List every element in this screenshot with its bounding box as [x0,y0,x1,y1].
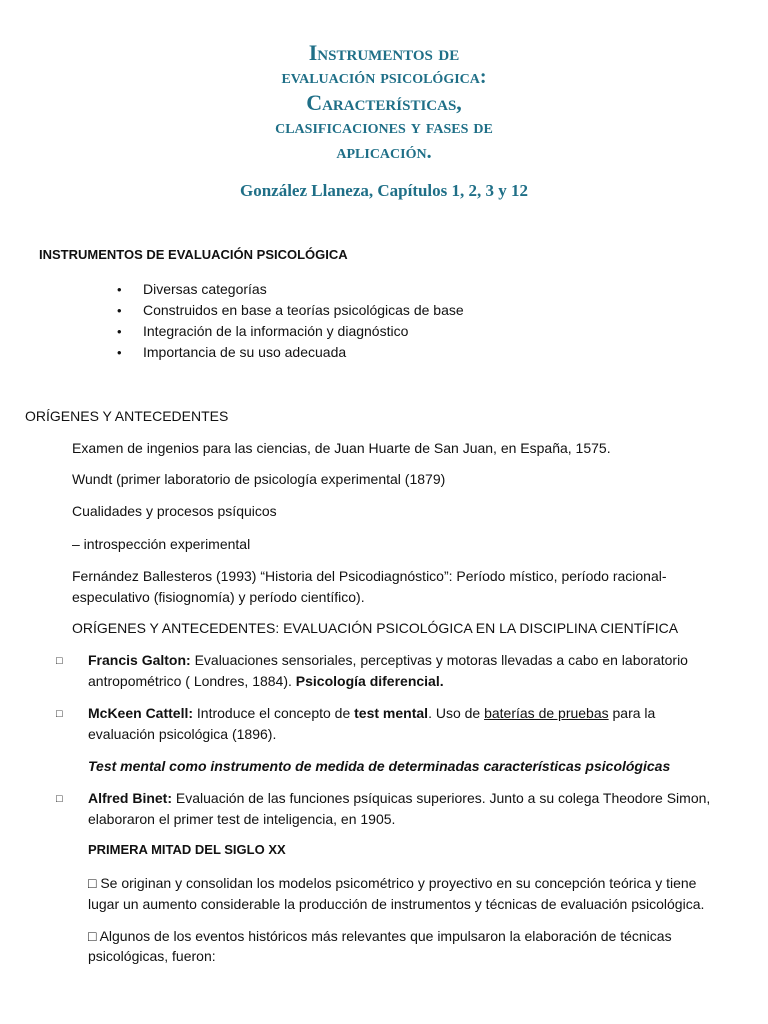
document-title [0,40,768,165]
list-item-text: Importancia de su uso adecuada [143,344,347,360]
galton-line-2 [88,671,444,691]
square-bullet-icon: □ [56,655,63,667]
bullet-icon: • [117,324,122,339]
cattell-baterias: baterías de pruebas [484,705,609,721]
galton-text-1: Evaluaciones sensoriales, perceptivas y motoras llevadas a cabo en laboratorio [190,652,688,668]
primera-mitad-p2-line1: □ Algunos de los eventos históricos más relevantes que impulsaron la elaboración de técnicas [88,928,672,944]
cattell-text-2: . Uso de [428,705,485,721]
list-item [117,342,464,363]
paragraph-ballesteros-2: especulativo (fisiognomía) y período científico). [72,589,365,605]
title-line-2: evaluación psicológica: [281,66,487,88]
cattell-text-3: para la [608,705,656,721]
list-item-text: Diversas categorías [143,281,267,297]
bullet-icon: • [117,282,122,297]
cattell-line-2: evaluación psicológica (1896). [88,726,277,742]
document-subtitle: González Llaneza, Capítulos 1, 2, 3 y 12 [239,181,529,200]
test-mental-note: Test mental como instrumento de medida de determinadas características psicológicas [88,758,671,774]
binet-text-1: Evaluación de las funciones psíquicas superiores. Junto a su colega Theodore Simon, [172,790,711,806]
section-heading-primera-mitad: PRIMERA MITAD DEL SIGLO XX [88,842,286,857]
list-item-text: Construidos en base a teorías psicológicas de base [143,302,464,318]
cattell-text-1: Introduce el concepto de [193,705,355,721]
title-line-5: aplicación. [336,141,432,163]
paragraph-huarte: Examen de ingenios para las ciencias, de Juan Huarte de San Juan, en España, 1575. [72,440,611,456]
cattell-test-mental: test mental [354,705,429,721]
binet-line-1 [88,788,710,808]
galton-text-2: antropométrico ( Londres, 1884). [88,673,296,689]
section-heading-origenes: ORÍGENES Y ANTECEDENTES [25,408,229,424]
list-item [117,300,464,321]
title-line-3: Características, [306,90,462,115]
list-item [117,321,464,342]
paragraph-cualidades: Cualidades y procesos psíquicos [72,503,277,519]
cattell-line-1 [88,703,655,723]
binet-line-2: elaboraron el primer test de inteligencia, en 1905. [88,811,396,827]
cattell-name: McKeen Cattell: [88,705,194,721]
square-bullet-icon: □ [56,708,63,720]
paragraph-ballesteros-1: Fernández Ballesteros (1993) “Historia del Psicodiagnóstico”: Período místico, período racional- [72,568,667,584]
title-line-1: Instrumentos de [308,40,460,65]
primera-mitad-p2-line2: psicológicas, fueron: [88,948,216,964]
list-item-text: Integración de la información y diagnóstico [143,323,409,339]
bullet-icon: • [117,303,122,318]
square-bullet-icon: □ [56,793,63,805]
bullet-list [117,279,464,363]
galton-diferencial: Psicología diferencial [295,673,440,689]
bullet-icon: • [117,345,122,360]
primera-mitad-p1-line1: □ Se originan y consolidan los modelos psicométrico y proyectivo en su concepción teórica y tiene [88,875,697,891]
section-heading-instrumentos: INSTRUMENTOS DE EVALUACIÓN PSICOLÓGICA [39,247,348,262]
title-line-4: clasificaciones y fases de [275,116,493,138]
galton-line-1 [88,650,688,670]
primera-mitad-p1-line2: lugar un aumento considerable la producción de instrumentos y técnicas de evaluación psicológica. [88,896,705,912]
galton-dot: . [439,673,444,689]
list-item [117,279,464,300]
paragraph-wundt: Wundt (primer laboratorio de psicología experimental (1879) [72,471,446,487]
binet-name: Alfred Binet: [88,790,172,806]
galton-name: Francis Galton: [88,652,191,668]
paragraph-introspeccion: – introspección experimental [72,536,251,552]
paragraph-origenes-disciplina: ORÍGENES Y ANTECEDENTES: EVALUACIÓN PSICOLÓGICA EN LA DISCIPLINA CIENTÍFICA [72,620,679,636]
